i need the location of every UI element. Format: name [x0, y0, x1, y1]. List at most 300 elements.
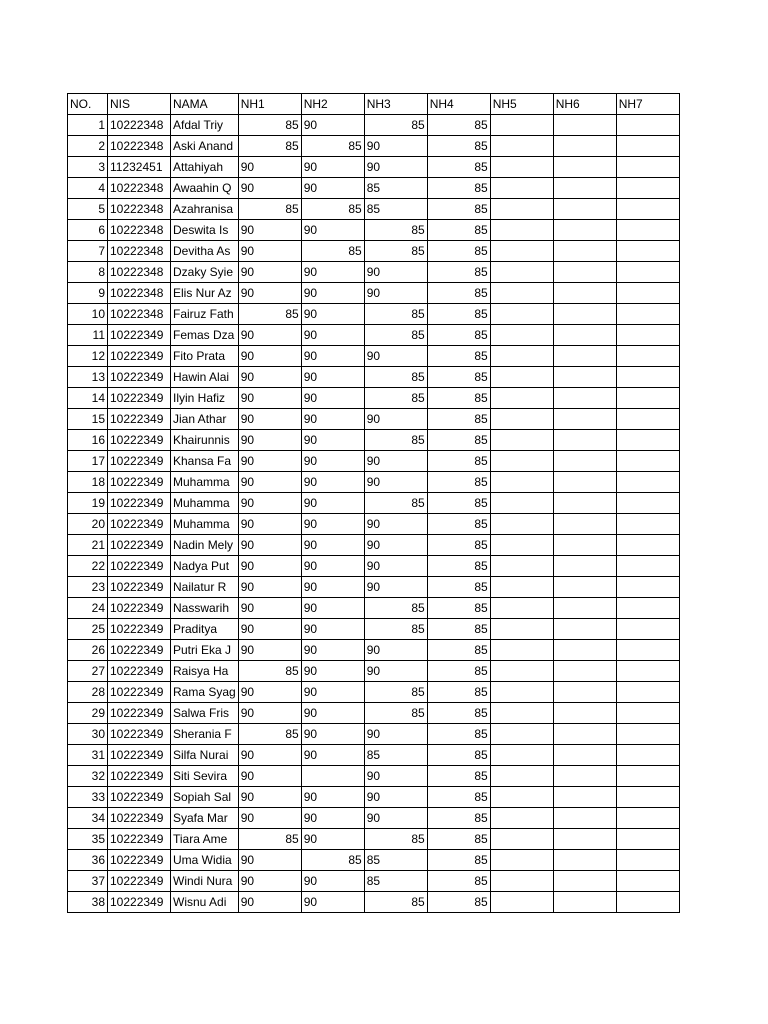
- cell-nama[interactable]: Tiara Ame: [171, 829, 239, 850]
- cell-no[interactable]: 8: [68, 262, 108, 283]
- cell-nis[interactable]: 10222349: [108, 871, 171, 892]
- cell-nh3[interactable]: 90: [364, 283, 427, 304]
- cell-no[interactable]: 19: [68, 493, 108, 514]
- cell-no[interactable]: 16: [68, 430, 108, 451]
- cell-nh1[interactable]: 90: [238, 787, 301, 808]
- cell-nis[interactable]: 10222349: [108, 514, 171, 535]
- cell-nama[interactable]: Uma Widia: [171, 850, 239, 871]
- cell-nis[interactable]: 10222349: [108, 472, 171, 493]
- cell-nh2[interactable]: 90: [301, 157, 364, 178]
- cell-nh4[interactable]: 85: [427, 325, 490, 346]
- cell-nh1[interactable]: 85: [238, 304, 301, 325]
- cell-nh1[interactable]: 90: [238, 745, 301, 766]
- cell-nh2[interactable]: 90: [301, 556, 364, 577]
- cell-nh7[interactable]: [616, 304, 679, 325]
- cell-nh5[interactable]: [490, 220, 553, 241]
- cell-nh6[interactable]: [553, 178, 616, 199]
- cell-nh4[interactable]: 85: [427, 262, 490, 283]
- cell-nh5[interactable]: [490, 766, 553, 787]
- cell-nh3[interactable]: 90: [364, 661, 427, 682]
- cell-nh2[interactable]: 90: [301, 829, 364, 850]
- cell-nh2[interactable]: 90: [301, 535, 364, 556]
- cell-nh4[interactable]: 85: [427, 850, 490, 871]
- cell-nh7[interactable]: [616, 745, 679, 766]
- cell-no[interactable]: 3: [68, 157, 108, 178]
- cell-no[interactable]: 34: [68, 808, 108, 829]
- cell-nis[interactable]: 10222348: [108, 304, 171, 325]
- cell-nh6[interactable]: [553, 115, 616, 136]
- cell-nama[interactable]: Sopiah Sal: [171, 787, 239, 808]
- cell-nama[interactable]: Sherania F: [171, 724, 239, 745]
- cell-nh2[interactable]: 90: [301, 703, 364, 724]
- cell-nh7[interactable]: [616, 577, 679, 598]
- cell-nh6[interactable]: [553, 787, 616, 808]
- cell-nh5[interactable]: [490, 241, 553, 262]
- cell-nh3[interactable]: 85: [364, 892, 427, 913]
- cell-nh2[interactable]: 90: [301, 262, 364, 283]
- cell-nis[interactable]: 10222349: [108, 430, 171, 451]
- cell-no[interactable]: 38: [68, 892, 108, 913]
- cell-nama[interactable]: Devitha As: [171, 241, 239, 262]
- cell-no[interactable]: 24: [68, 598, 108, 619]
- cell-nh5[interactable]: [490, 409, 553, 430]
- cell-no[interactable]: 29: [68, 703, 108, 724]
- cell-nh5[interactable]: [490, 682, 553, 703]
- cell-nama[interactable]: Putri Eka J: [171, 640, 239, 661]
- cell-nh1[interactable]: 90: [238, 514, 301, 535]
- cell-nh5[interactable]: [490, 850, 553, 871]
- cell-nama[interactable]: Deswita Is: [171, 220, 239, 241]
- cell-nama[interactable]: Siti Sevira: [171, 766, 239, 787]
- cell-nh3[interactable]: 90: [364, 157, 427, 178]
- cell-nh3[interactable]: 90: [364, 640, 427, 661]
- cell-nh1[interactable]: 90: [238, 766, 301, 787]
- cell-no[interactable]: 33: [68, 787, 108, 808]
- cell-nh6[interactable]: [553, 556, 616, 577]
- cell-nis[interactable]: 10222349: [108, 892, 171, 913]
- cell-nh7[interactable]: [616, 724, 679, 745]
- cell-nh1[interactable]: 90: [238, 640, 301, 661]
- cell-nh5[interactable]: [490, 388, 553, 409]
- cell-nh6[interactable]: [553, 640, 616, 661]
- cell-nama[interactable]: Attahiyah: [171, 157, 239, 178]
- cell-nh3[interactable]: 90: [364, 535, 427, 556]
- cell-nh2[interactable]: 90: [301, 871, 364, 892]
- cell-nh6[interactable]: [553, 136, 616, 157]
- cell-nh6[interactable]: [553, 724, 616, 745]
- cell-nh5[interactable]: [490, 451, 553, 472]
- cell-nh1[interactable]: 90: [238, 388, 301, 409]
- cell-nh6[interactable]: [553, 598, 616, 619]
- cell-nh7[interactable]: [616, 598, 679, 619]
- cell-nh7[interactable]: [616, 241, 679, 262]
- cell-nh1[interactable]: 90: [238, 892, 301, 913]
- cell-nh2[interactable]: 90: [301, 283, 364, 304]
- cell-nh2[interactable]: 90: [301, 640, 364, 661]
- cell-nh3[interactable]: 85: [364, 745, 427, 766]
- cell-nis[interactable]: 10222349: [108, 661, 171, 682]
- cell-nh7[interactable]: [616, 325, 679, 346]
- cell-nh4[interactable]: 85: [427, 829, 490, 850]
- cell-nh1[interactable]: 90: [238, 451, 301, 472]
- cell-nh5[interactable]: [490, 619, 553, 640]
- cell-nh6[interactable]: [553, 430, 616, 451]
- cell-nh6[interactable]: [553, 703, 616, 724]
- cell-nh2[interactable]: 90: [301, 577, 364, 598]
- cell-nh4[interactable]: 85: [427, 430, 490, 451]
- cell-nh1[interactable]: 90: [238, 535, 301, 556]
- cell-nh7[interactable]: [616, 871, 679, 892]
- cell-nh7[interactable]: [616, 808, 679, 829]
- cell-nh3[interactable]: 90: [364, 787, 427, 808]
- cell-nh7[interactable]: [616, 199, 679, 220]
- cell-nh4[interactable]: 85: [427, 493, 490, 514]
- cell-nh1[interactable]: 90: [238, 262, 301, 283]
- cell-nis[interactable]: 10222348: [108, 220, 171, 241]
- cell-nh3[interactable]: 85: [364, 241, 427, 262]
- cell-nh7[interactable]: [616, 430, 679, 451]
- cell-nis[interactable]: 10222349: [108, 724, 171, 745]
- cell-nis[interactable]: 10222349: [108, 493, 171, 514]
- cell-nis[interactable]: 10222348: [108, 262, 171, 283]
- cell-nh6[interactable]: [553, 241, 616, 262]
- cell-nh3[interactable]: 85: [364, 493, 427, 514]
- cell-no[interactable]: 25: [68, 619, 108, 640]
- cell-nh3[interactable]: 85: [364, 619, 427, 640]
- cell-nh3[interactable]: 85: [364, 367, 427, 388]
- cell-nh2[interactable]: 90: [301, 661, 364, 682]
- cell-nis[interactable]: 10222349: [108, 829, 171, 850]
- cell-nh2[interactable]: 90: [301, 304, 364, 325]
- cell-nh6[interactable]: [553, 157, 616, 178]
- cell-nh3[interactable]: 85: [364, 388, 427, 409]
- cell-nh5[interactable]: [490, 283, 553, 304]
- cell-nama[interactable]: Muhamma: [171, 472, 239, 493]
- cell-nh2[interactable]: 90: [301, 598, 364, 619]
- cell-nis[interactable]: 10222349: [108, 850, 171, 871]
- cell-nama[interactable]: Dzaky Syie: [171, 262, 239, 283]
- cell-nh5[interactable]: [490, 640, 553, 661]
- cell-nh6[interactable]: [553, 493, 616, 514]
- cell-nh6[interactable]: [553, 262, 616, 283]
- cell-nh4[interactable]: 85: [427, 766, 490, 787]
- cell-nh1[interactable]: 85: [238, 724, 301, 745]
- cell-nh5[interactable]: [490, 304, 553, 325]
- cell-nh5[interactable]: [490, 598, 553, 619]
- cell-no[interactable]: 26: [68, 640, 108, 661]
- cell-nh3[interactable]: 85: [364, 115, 427, 136]
- cell-nh7[interactable]: [616, 535, 679, 556]
- cell-nh2[interactable]: 90: [301, 619, 364, 640]
- cell-nama[interactable]: Fito Prata: [171, 346, 239, 367]
- cell-nh6[interactable]: [553, 514, 616, 535]
- cell-nh2[interactable]: 90: [301, 388, 364, 409]
- cell-nh4[interactable]: 85: [427, 241, 490, 262]
- cell-nh4[interactable]: 85: [427, 745, 490, 766]
- cell-no[interactable]: 15: [68, 409, 108, 430]
- cell-nh2[interactable]: [301, 766, 364, 787]
- cell-nh2[interactable]: 90: [301, 430, 364, 451]
- cell-nh2[interactable]: 90: [301, 745, 364, 766]
- cell-nama[interactable]: Wisnu Adi: [171, 892, 239, 913]
- cell-nh4[interactable]: 85: [427, 304, 490, 325]
- cell-nh3[interactable]: 85: [364, 304, 427, 325]
- cell-nh7[interactable]: [616, 787, 679, 808]
- cell-nh1[interactable]: 85: [238, 199, 301, 220]
- cell-no[interactable]: 13: [68, 367, 108, 388]
- cell-nh6[interactable]: [553, 199, 616, 220]
- cell-nh5[interactable]: [490, 472, 553, 493]
- cell-nh4[interactable]: 85: [427, 535, 490, 556]
- cell-nama[interactable]: Nadya Put: [171, 556, 239, 577]
- cell-nama[interactable]: Aski Anand: [171, 136, 239, 157]
- cell-nh3[interactable]: 85: [364, 703, 427, 724]
- cell-nama[interactable]: Femas Dza: [171, 325, 239, 346]
- cell-nh2[interactable]: 90: [301, 178, 364, 199]
- cell-nis[interactable]: 10222349: [108, 640, 171, 661]
- cell-nis[interactable]: 10222348: [108, 199, 171, 220]
- cell-nh7[interactable]: [616, 640, 679, 661]
- cell-nama[interactable]: Khansa Fa: [171, 451, 239, 472]
- cell-nis[interactable]: 10222349: [108, 388, 171, 409]
- cell-nh2[interactable]: 85: [301, 850, 364, 871]
- cell-nama[interactable]: Raisya Ha: [171, 661, 239, 682]
- cell-nh4[interactable]: 85: [427, 787, 490, 808]
- cell-nh7[interactable]: [616, 367, 679, 388]
- cell-nh7[interactable]: [616, 472, 679, 493]
- cell-nh4[interactable]: 85: [427, 556, 490, 577]
- cell-no[interactable]: 32: [68, 766, 108, 787]
- cell-nh7[interactable]: [616, 115, 679, 136]
- cell-nh1[interactable]: 90: [238, 178, 301, 199]
- cell-nama[interactable]: Ilyin Hafiz: [171, 388, 239, 409]
- cell-nh6[interactable]: [553, 388, 616, 409]
- cell-nh3[interactable]: 90: [364, 808, 427, 829]
- cell-nis[interactable]: 11232451: [108, 157, 171, 178]
- cell-nh7[interactable]: [616, 283, 679, 304]
- cell-no[interactable]: 10: [68, 304, 108, 325]
- cell-nama[interactable]: Salwa Fris: [171, 703, 239, 724]
- cell-no[interactable]: 18: [68, 472, 108, 493]
- cell-nh4[interactable]: 85: [427, 871, 490, 892]
- cell-nis[interactable]: 10222349: [108, 808, 171, 829]
- cell-nh6[interactable]: [553, 850, 616, 871]
- cell-nh4[interactable]: 85: [427, 157, 490, 178]
- cell-nh6[interactable]: [553, 535, 616, 556]
- cell-nis[interactable]: 10222349: [108, 703, 171, 724]
- cell-nis[interactable]: 10222349: [108, 535, 171, 556]
- cell-nh3[interactable]: 85: [364, 430, 427, 451]
- cell-nh5[interactable]: [490, 367, 553, 388]
- cell-nh1[interactable]: 90: [238, 577, 301, 598]
- cell-nh1[interactable]: 90: [238, 682, 301, 703]
- cell-nama[interactable]: Azahranisa: [171, 199, 239, 220]
- cell-nh3[interactable]: 85: [364, 325, 427, 346]
- cell-nh3[interactable]: 85: [364, 829, 427, 850]
- cell-nh5[interactable]: [490, 430, 553, 451]
- cell-no[interactable]: 30: [68, 724, 108, 745]
- cell-nh6[interactable]: [553, 367, 616, 388]
- cell-nh3[interactable]: 90: [364, 724, 427, 745]
- cell-nh4[interactable]: 85: [427, 178, 490, 199]
- cell-no[interactable]: 22: [68, 556, 108, 577]
- cell-nama[interactable]: Muhamma: [171, 514, 239, 535]
- cell-nis[interactable]: 10222349: [108, 598, 171, 619]
- cell-nh5[interactable]: [490, 325, 553, 346]
- cell-nis[interactable]: 10222349: [108, 367, 171, 388]
- cell-nh7[interactable]: [616, 451, 679, 472]
- cell-nh2[interactable]: 85: [301, 241, 364, 262]
- cell-nh3[interactable]: 85: [364, 871, 427, 892]
- cell-nh5[interactable]: [490, 787, 553, 808]
- cell-no[interactable]: 36: [68, 850, 108, 871]
- cell-nh6[interactable]: [553, 283, 616, 304]
- cell-nh1[interactable]: 90: [238, 619, 301, 640]
- cell-nh4[interactable]: 85: [427, 661, 490, 682]
- cell-no[interactable]: 31: [68, 745, 108, 766]
- cell-nh6[interactable]: [553, 661, 616, 682]
- cell-nh5[interactable]: [490, 745, 553, 766]
- cell-nh1[interactable]: 90: [238, 367, 301, 388]
- cell-nh5[interactable]: [490, 703, 553, 724]
- cell-nh6[interactable]: [553, 577, 616, 598]
- cell-nh4[interactable]: 85: [427, 619, 490, 640]
- cell-nh2[interactable]: 90: [301, 682, 364, 703]
- cell-nh6[interactable]: [553, 409, 616, 430]
- cell-nh3[interactable]: 85: [364, 220, 427, 241]
- cell-nh1[interactable]: 90: [238, 157, 301, 178]
- cell-nh7[interactable]: [616, 178, 679, 199]
- cell-nh7[interactable]: [616, 346, 679, 367]
- cell-nh4[interactable]: 85: [427, 346, 490, 367]
- cell-nh5[interactable]: [490, 871, 553, 892]
- cell-nama[interactable]: Muhamma: [171, 493, 239, 514]
- cell-nis[interactable]: 10222349: [108, 682, 171, 703]
- cell-nh6[interactable]: [553, 451, 616, 472]
- cell-no[interactable]: 14: [68, 388, 108, 409]
- cell-nh7[interactable]: [616, 703, 679, 724]
- cell-nh3[interactable]: 85: [364, 850, 427, 871]
- cell-nh1[interactable]: 90: [238, 325, 301, 346]
- cell-nh5[interactable]: [490, 262, 553, 283]
- cell-nh6[interactable]: [553, 346, 616, 367]
- cell-no[interactable]: 28: [68, 682, 108, 703]
- cell-nh1[interactable]: 90: [238, 871, 301, 892]
- cell-nh2[interactable]: 90: [301, 220, 364, 241]
- cell-nh1[interactable]: 90: [238, 430, 301, 451]
- cell-nh7[interactable]: [616, 157, 679, 178]
- cell-nh2[interactable]: 90: [301, 472, 364, 493]
- cell-nis[interactable]: 10222349: [108, 577, 171, 598]
- cell-nh5[interactable]: [490, 892, 553, 913]
- cell-nh3[interactable]: 90: [364, 514, 427, 535]
- cell-nh6[interactable]: [553, 745, 616, 766]
- cell-nh5[interactable]: [490, 808, 553, 829]
- cell-nh1[interactable]: 85: [238, 829, 301, 850]
- cell-nh7[interactable]: [616, 829, 679, 850]
- cell-nis[interactable]: 10222349: [108, 556, 171, 577]
- cell-nis[interactable]: 10222348: [108, 136, 171, 157]
- cell-nama[interactable]: Nadin Mely: [171, 535, 239, 556]
- cell-nh5[interactable]: [490, 577, 553, 598]
- cell-no[interactable]: 23: [68, 577, 108, 598]
- cell-nama[interactable]: Fairuz Fath: [171, 304, 239, 325]
- cell-nh1[interactable]: 90: [238, 241, 301, 262]
- cell-no[interactable]: 2: [68, 136, 108, 157]
- cell-nh2[interactable]: 85: [301, 199, 364, 220]
- cell-nh4[interactable]: 85: [427, 451, 490, 472]
- cell-nis[interactable]: 10222348: [108, 178, 171, 199]
- cell-nama[interactable]: Silfa Nurai: [171, 745, 239, 766]
- cell-nh5[interactable]: [490, 535, 553, 556]
- cell-nh4[interactable]: 85: [427, 640, 490, 661]
- cell-nh3[interactable]: 90: [364, 472, 427, 493]
- cell-nh7[interactable]: [616, 556, 679, 577]
- cell-nh3[interactable]: 90: [364, 451, 427, 472]
- cell-nh1[interactable]: 90: [238, 493, 301, 514]
- cell-nh6[interactable]: [553, 808, 616, 829]
- cell-nh4[interactable]: 85: [427, 283, 490, 304]
- cell-nh4[interactable]: 85: [427, 409, 490, 430]
- cell-nh6[interactable]: [553, 472, 616, 493]
- cell-nama[interactable]: Jian Athar: [171, 409, 239, 430]
- cell-nh1[interactable]: 90: [238, 598, 301, 619]
- cell-nh4[interactable]: 85: [427, 724, 490, 745]
- cell-nh3[interactable]: 90: [364, 136, 427, 157]
- cell-nh1[interactable]: 90: [238, 409, 301, 430]
- cell-nis[interactable]: 10222349: [108, 325, 171, 346]
- cell-no[interactable]: 37: [68, 871, 108, 892]
- cell-nh5[interactable]: [490, 556, 553, 577]
- cell-nh5[interactable]: [490, 136, 553, 157]
- cell-nis[interactable]: 10222349: [108, 787, 171, 808]
- cell-nh6[interactable]: [553, 325, 616, 346]
- cell-nama[interactable]: Syafa Mar: [171, 808, 239, 829]
- cell-nama[interactable]: Awaahin Q: [171, 178, 239, 199]
- cell-nh5[interactable]: [490, 178, 553, 199]
- cell-nh6[interactable]: [553, 220, 616, 241]
- cell-nama[interactable]: Nasswarih: [171, 598, 239, 619]
- cell-nh5[interactable]: [490, 157, 553, 178]
- cell-nh1[interactable]: 85: [238, 136, 301, 157]
- cell-nh6[interactable]: [553, 892, 616, 913]
- cell-nh3[interactable]: 90: [364, 262, 427, 283]
- cell-nh5[interactable]: [490, 829, 553, 850]
- cell-nh6[interactable]: [553, 829, 616, 850]
- cell-nama[interactable]: Afdal Triy: [171, 115, 239, 136]
- cell-no[interactable]: 7: [68, 241, 108, 262]
- cell-nh1[interactable]: 90: [238, 703, 301, 724]
- cell-nh3[interactable]: 85: [364, 199, 427, 220]
- cell-nh4[interactable]: 85: [427, 514, 490, 535]
- cell-nh7[interactable]: [616, 619, 679, 640]
- cell-nis[interactable]: 10222349: [108, 766, 171, 787]
- cell-no[interactable]: 5: [68, 199, 108, 220]
- cell-nh4[interactable]: 85: [427, 598, 490, 619]
- cell-nh4[interactable]: 85: [427, 808, 490, 829]
- cell-nh4[interactable]: 85: [427, 367, 490, 388]
- cell-nh3[interactable]: 85: [364, 598, 427, 619]
- cell-nh7[interactable]: [616, 514, 679, 535]
- cell-nh4[interactable]: 85: [427, 115, 490, 136]
- cell-nh7[interactable]: [616, 220, 679, 241]
- cell-nh7[interactable]: [616, 661, 679, 682]
- cell-nh3[interactable]: 90: [364, 409, 427, 430]
- cell-nh3[interactable]: 90: [364, 766, 427, 787]
- cell-nh5[interactable]: [490, 661, 553, 682]
- cell-nh2[interactable]: 90: [301, 808, 364, 829]
- cell-nama[interactable]: Hawin Alai: [171, 367, 239, 388]
